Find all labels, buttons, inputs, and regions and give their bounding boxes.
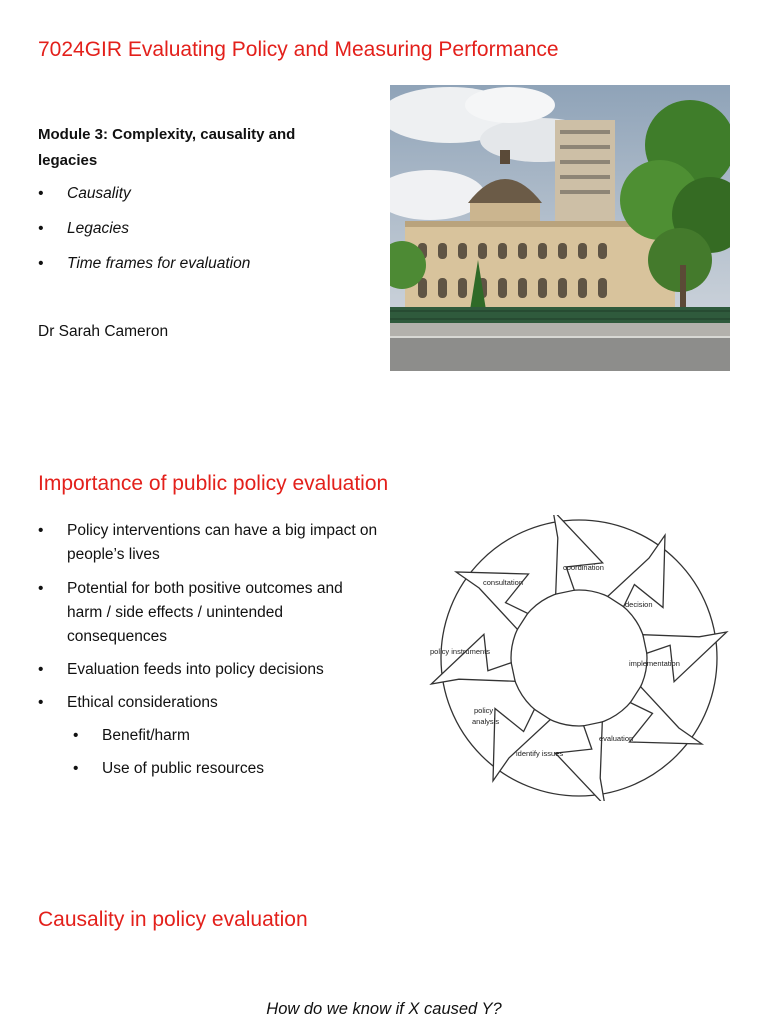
- cycle-arrow: [608, 535, 665, 607]
- slide-title: Causality in policy evaluation: [38, 908, 308, 931]
- slide-title: 7024GIR Evaluating Policy and Measuring Performance: [38, 38, 559, 61]
- slide-title: Importance of public policy evaluation: [38, 472, 389, 495]
- bullet-item: • Ethical considerations: [38, 691, 378, 715]
- label-implementation: implementation: [629, 659, 680, 668]
- sub-bullet-item: • Benefit/harm: [73, 724, 378, 748]
- topic-item: • Time frames for evaluation: [38, 252, 250, 276]
- label-consultation: consultation: [483, 578, 524, 587]
- parliament-house-photo: [390, 85, 730, 371]
- topic-item: • Causality: [38, 182, 250, 206]
- label-policy-instruments: policy instruments: [430, 647, 491, 656]
- policy-cycle-diagram: [418, 515, 740, 801]
- label-evaluation: evaluation: [599, 734, 634, 743]
- cycle-arrow: [493, 709, 550, 781]
- author-name: Dr Sarah Cameron: [38, 323, 169, 340]
- label-policy-analysis-2: analysis: [472, 717, 500, 726]
- label-policy-analysis-1: policy: [474, 706, 494, 715]
- label-identify-issues: identify issues: [516, 749, 564, 758]
- label-decision: decision: [625, 600, 653, 609]
- bullet-item: • Potential for both positive outcomes and harm / side effects / unintended consequences: [38, 577, 378, 649]
- topic-item: • Legacies: [38, 217, 250, 241]
- importance-list: [38, 519, 378, 781]
- slide-module-3-title: [0, 0, 768, 400]
- module-heading: Module 3: Complexity, causality and legacies: [38, 126, 296, 169]
- bullet-item: • Policy interventions can have a big impact on people’s lives: [38, 519, 378, 567]
- bullet-item: • Evaluation feeds into policy decisions: [38, 658, 378, 682]
- cycle-arrow: [553, 515, 603, 594]
- cycle-arrow: [643, 632, 727, 682]
- topic-list: [38, 182, 250, 276]
- cycle-arrow: [431, 634, 515, 684]
- causality-question: How do we know if X caused Y?: [266, 1000, 502, 1018]
- sub-bullet-item: • Use of public resources: [73, 757, 378, 781]
- label-coordination: coordination: [563, 563, 604, 572]
- cycle-arrow: [630, 687, 702, 744]
- cycle-arrow: [555, 722, 605, 801]
